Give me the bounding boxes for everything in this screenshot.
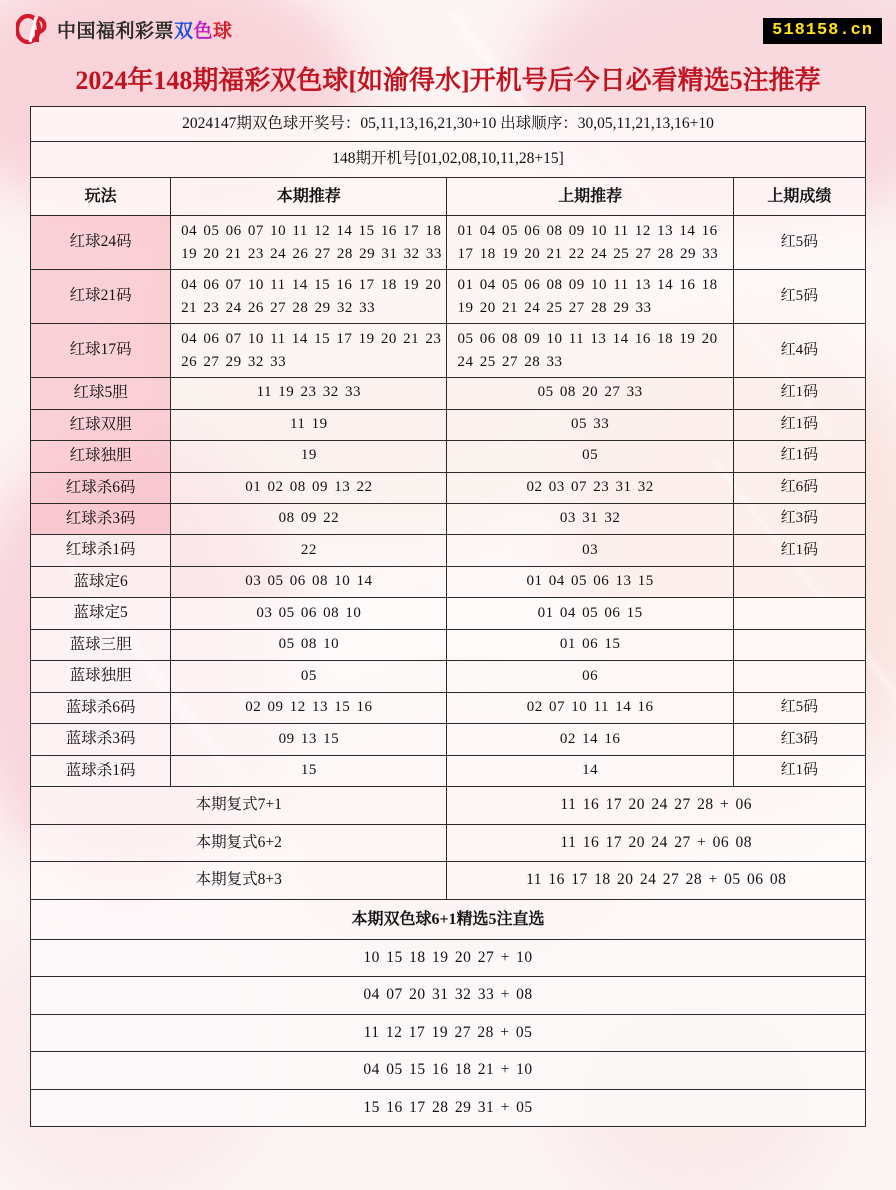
row-current-numbers: 11 19 xyxy=(171,409,447,440)
column-header-result: 上期成绩 xyxy=(733,177,865,215)
row-previous-numbers: 03 xyxy=(447,535,733,566)
combination-row xyxy=(31,824,866,861)
row-previous-numbers: 01 04 05 06 08 09 10 11 12 13 14 16 17 18 19 20 21 22 24 25 27 28 29 33 xyxy=(447,216,733,270)
row-result xyxy=(733,566,865,597)
row-label: 蓝球定6 xyxy=(31,566,171,597)
table-row xyxy=(31,378,866,409)
pick-numbers: 15 16 17 28 29 31 + 05 xyxy=(31,1089,866,1126)
row-result: 红5码 xyxy=(733,270,865,324)
brand-name-cn: 中国福利彩票 xyxy=(57,20,175,42)
pick-row xyxy=(31,939,866,976)
combination-label: 本期复式6+2 xyxy=(31,824,447,861)
row-result: 红1码 xyxy=(733,535,865,566)
combination-row xyxy=(31,787,866,824)
row-current-numbers: 05 08 10 xyxy=(171,629,447,660)
row-label: 蓝球三胆 xyxy=(31,629,171,660)
column-header-current: 本期推荐 xyxy=(171,177,447,215)
table-header-row xyxy=(31,177,866,215)
row-previous-numbers: 05 08 20 27 33 xyxy=(447,378,733,409)
table-row xyxy=(31,598,866,629)
row-current-numbers: 03 05 06 08 10 xyxy=(171,598,447,629)
row-current-numbers: 08 09 22 xyxy=(171,504,447,535)
page-title: 2024年148期福彩双色球[如渝得水]开机号后今日必看精选5注推荐 xyxy=(75,66,821,95)
table-row xyxy=(31,270,866,324)
row-current-numbers: 04 05 06 07 10 11 12 14 15 16 17 18 19 20 21 23 24 26 27 28 29 31 32 33 xyxy=(171,216,447,270)
pick-row xyxy=(31,977,866,1014)
machine-number-text: 148期开机号[01,02,08,10,11,28+15] xyxy=(31,142,866,177)
row-result: 红6码 xyxy=(733,472,865,503)
row-previous-numbers: 03 31 32 xyxy=(447,504,733,535)
column-header-play: 玩法 xyxy=(31,177,171,215)
row-previous-numbers: 01 04 05 06 15 xyxy=(447,598,733,629)
row-current-numbers: 05 xyxy=(171,661,447,692)
prediction-table-wrapper xyxy=(30,106,866,1127)
row-previous-numbers: 01 04 05 06 13 15 xyxy=(447,566,733,597)
table-row xyxy=(31,566,866,597)
row-previous-numbers: 05 33 xyxy=(447,409,733,440)
table-row xyxy=(31,324,866,378)
pick-numbers: 04 05 15 16 18 21 + 10 xyxy=(31,1052,866,1089)
combination-numbers: 11 16 17 20 24 27 28 + 06 xyxy=(447,787,866,824)
row-result: 红1码 xyxy=(733,378,865,409)
column-header-previous: 上期推荐 xyxy=(447,177,733,215)
row-label: 蓝球独胆 xyxy=(31,661,171,692)
row-previous-numbers: 02 14 16 xyxy=(447,724,733,755)
row-label: 红球17码 xyxy=(31,324,171,378)
brand-logo xyxy=(16,14,233,44)
table-row xyxy=(31,629,866,660)
table-row xyxy=(31,692,866,723)
pick-numbers: 11 12 17 19 27 28 + 05 xyxy=(31,1014,866,1051)
picks-section-title-row xyxy=(31,899,866,939)
row-label: 蓝球杀1码 xyxy=(31,755,171,786)
row-current-numbers: 22 xyxy=(171,535,447,566)
row-current-numbers: 03 05 06 08 10 14 xyxy=(171,566,447,597)
table-row xyxy=(31,504,866,535)
pick-row xyxy=(31,1014,866,1051)
row-previous-numbers: 02 03 07 23 31 32 xyxy=(447,472,733,503)
table-row xyxy=(31,472,866,503)
table-row xyxy=(31,216,866,270)
row-current-numbers: 02 09 12 13 15 16 xyxy=(171,692,447,723)
table-row xyxy=(31,409,866,440)
row-label: 红球杀6码 xyxy=(31,472,171,503)
pick-numbers: 04 07 20 31 32 33 + 08 xyxy=(31,977,866,1014)
row-previous-numbers: 14 xyxy=(447,755,733,786)
row-label: 红球双胆 xyxy=(31,409,171,440)
brand-name: 中国福利彩票双色球 xyxy=(57,20,233,42)
row-result: 红5码 xyxy=(733,692,865,723)
combination-numbers: 11 16 17 20 24 27 + 06 08 xyxy=(447,824,866,861)
pick-row xyxy=(31,1052,866,1089)
row-result: 红1码 xyxy=(733,755,865,786)
draw-result-text: 2024147期双色球开奖号：05,11,13,16,21,30+10 出球顺序：30,05,11,21,13,16+10 xyxy=(31,107,866,142)
combination-numbers: 11 16 17 18 20 24 27 28 + 05 06 08 xyxy=(447,862,866,899)
page-header xyxy=(0,0,896,58)
row-previous-numbers: 05 xyxy=(447,441,733,472)
row-current-numbers: 04 06 07 10 11 14 15 17 19 20 21 23 26 27 29 32 33 xyxy=(171,324,447,378)
row-result: 红1码 xyxy=(733,441,865,472)
draw-result-row xyxy=(31,107,866,142)
picks-section-title: 本期双色球6+1精选5注直选 xyxy=(31,899,866,939)
row-current-numbers: 11 19 23 32 33 xyxy=(171,378,447,409)
row-label: 蓝球定5 xyxy=(31,598,171,629)
combination-row xyxy=(31,862,866,899)
row-label: 红球24码 xyxy=(31,216,171,270)
row-result: 红5码 xyxy=(733,216,865,270)
row-previous-numbers: 01 04 05 06 08 09 10 11 13 14 16 18 19 20 21 24 25 27 28 29 33 xyxy=(447,270,733,324)
pick-row xyxy=(31,1089,866,1126)
row-result xyxy=(733,598,865,629)
row-current-numbers: 15 xyxy=(171,755,447,786)
row-result: 红3码 xyxy=(733,724,865,755)
row-result: 红4码 xyxy=(733,324,865,378)
row-result xyxy=(733,629,865,660)
welfare-lottery-icon xyxy=(16,14,50,44)
row-result: 红3码 xyxy=(733,504,865,535)
table-row xyxy=(31,661,866,692)
row-current-numbers: 09 13 15 xyxy=(171,724,447,755)
row-result: 红1码 xyxy=(733,409,865,440)
table-row xyxy=(31,755,866,786)
row-previous-numbers: 06 xyxy=(447,661,733,692)
row-label: 蓝球杀6码 xyxy=(31,692,171,723)
machine-number-row xyxy=(31,142,866,177)
row-result xyxy=(733,661,865,692)
combination-label: 本期复式7+1 xyxy=(31,787,447,824)
table-row xyxy=(31,441,866,472)
row-previous-numbers: 02 07 10 11 14 16 xyxy=(447,692,733,723)
row-current-numbers: 19 xyxy=(171,441,447,472)
combination-label: 本期复式8+3 xyxy=(31,862,447,899)
row-label: 红球杀3码 xyxy=(31,504,171,535)
row-label: 红球独胆 xyxy=(31,441,171,472)
site-badge: 518158.cn xyxy=(763,18,882,44)
table-row xyxy=(31,535,866,566)
row-current-numbers: 01 02 08 09 13 22 xyxy=(171,472,447,503)
row-previous-numbers: 05 06 08 09 10 11 13 14 16 18 19 20 24 25 27 28 33 xyxy=(447,324,733,378)
row-label: 蓝球杀3码 xyxy=(31,724,171,755)
row-label: 红球5胆 xyxy=(31,378,171,409)
pick-numbers: 10 15 18 19 20 27 + 10 xyxy=(31,939,866,976)
table-row xyxy=(31,724,866,755)
row-label: 红球杀1码 xyxy=(31,535,171,566)
row-previous-numbers: 01 06 15 xyxy=(447,629,733,660)
row-current-numbers: 04 06 07 10 11 14 15 16 17 18 19 20 21 23 24 26 27 28 29 32 33 xyxy=(171,270,447,324)
prediction-table xyxy=(30,106,866,1127)
row-label: 红球21码 xyxy=(31,270,171,324)
